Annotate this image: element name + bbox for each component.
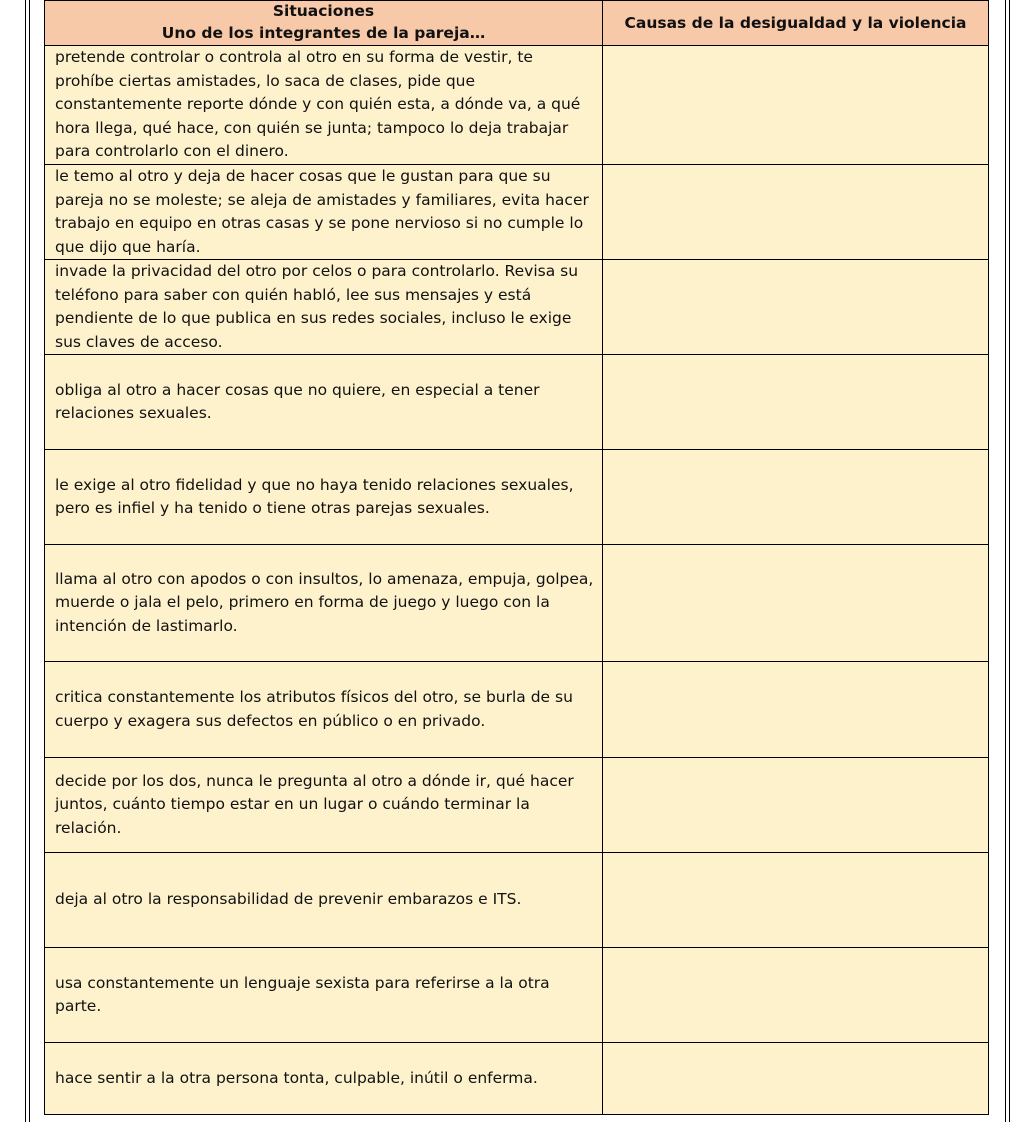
cause-cell[interactable] xyxy=(603,165,989,260)
page-border-right xyxy=(1005,0,1010,1122)
situation-cell: le temo al otro y deja de hacer cosas que le gustan para que su pareja no se moleste; se aleja de amistades y familiares, evita hacer trabajo en equipo en otras casas y se pone nervioso si no cumple lo que dijo que haría. xyxy=(45,165,603,260)
situations-header-subtitle: Uno de los integrantes de la pareja… xyxy=(161,24,486,42)
table-row xyxy=(45,545,989,662)
table-row xyxy=(45,662,989,758)
situations-table xyxy=(44,0,989,1115)
causes-header: Causas de la desigualdad y la violencia xyxy=(603,1,989,46)
page-border-left xyxy=(25,0,30,1122)
situations-header-title: Situaciones xyxy=(272,2,375,20)
cause-cell[interactable] xyxy=(603,948,989,1043)
cause-cell[interactable] xyxy=(603,260,989,355)
situation-cell: hace sentir a la otra persona tonta, culpable, inútil o enferma. xyxy=(45,1043,603,1115)
situation-cell: pretende controlar o controla al otro en su forma de vestir, te prohíbe ciertas amistades, lo saca de clases, pide que constantemente reporte dónde y con quién esta, a dónde va, a qué hora llega, qué hace, con quién se junta; tampoco lo deja trabajar para controlarlo con el dinero. xyxy=(45,46,603,165)
table-row xyxy=(45,1043,989,1115)
situation-cell: decide por los dos, nunca le pregunta al otro a dónde ir, qué hacer juntos, cuánto tiempo estar en un lugar o cuándo terminar la relación. xyxy=(45,758,603,853)
table-row xyxy=(45,260,989,355)
table-row xyxy=(45,165,989,260)
situation-cell: critica constantemente los atributos físicos del otro, se burla de su cuerpo y exagera sus defectos en público o en privado. xyxy=(45,662,603,758)
situation-cell: usa constantemente un lenguaje sexista para referirse a la otra parte. xyxy=(45,948,603,1043)
cause-cell[interactable] xyxy=(603,853,989,948)
situation-cell: le exige al otro fidelidad y que no haya tenido relaciones sexuales, pero es infiel y ha tenido o tiene otras parejas sexuales. xyxy=(45,450,603,545)
table-row xyxy=(45,450,989,545)
cause-cell[interactable] xyxy=(603,450,989,545)
table-row xyxy=(45,853,989,948)
situation-cell: obliga al otro a hacer cosas que no quiere, en especial a tener relaciones sexuales. xyxy=(45,355,603,450)
cause-cell[interactable] xyxy=(603,355,989,450)
situation-cell: deja al otro la responsabilidad de prevenir embarazos e ITS. xyxy=(45,853,603,948)
cause-cell[interactable] xyxy=(603,758,989,853)
situation-cell: llama al otro con apodos o con insultos, lo amenaza, empuja, golpea, muerde o jala el pelo, primero en forma de juego y luego con la intención de lastimarlo. xyxy=(45,545,603,662)
situation-cell: invade la privacidad del otro por celos o para controlarlo. Revisa su teléfono para saber con quién habló, lee sus mensajes y está pendiente de lo que publica en sus redes sociales, incluso le exige sus claves de acceso. xyxy=(45,260,603,355)
table-row xyxy=(45,758,989,853)
cause-cell[interactable] xyxy=(603,545,989,662)
situations-header xyxy=(45,1,603,46)
cause-cell[interactable] xyxy=(603,1043,989,1115)
table-row xyxy=(45,46,989,165)
table-row xyxy=(45,355,989,450)
cause-cell[interactable] xyxy=(603,46,989,165)
cause-cell[interactable] xyxy=(603,662,989,758)
header-row xyxy=(45,1,989,46)
table-row xyxy=(45,948,989,1043)
